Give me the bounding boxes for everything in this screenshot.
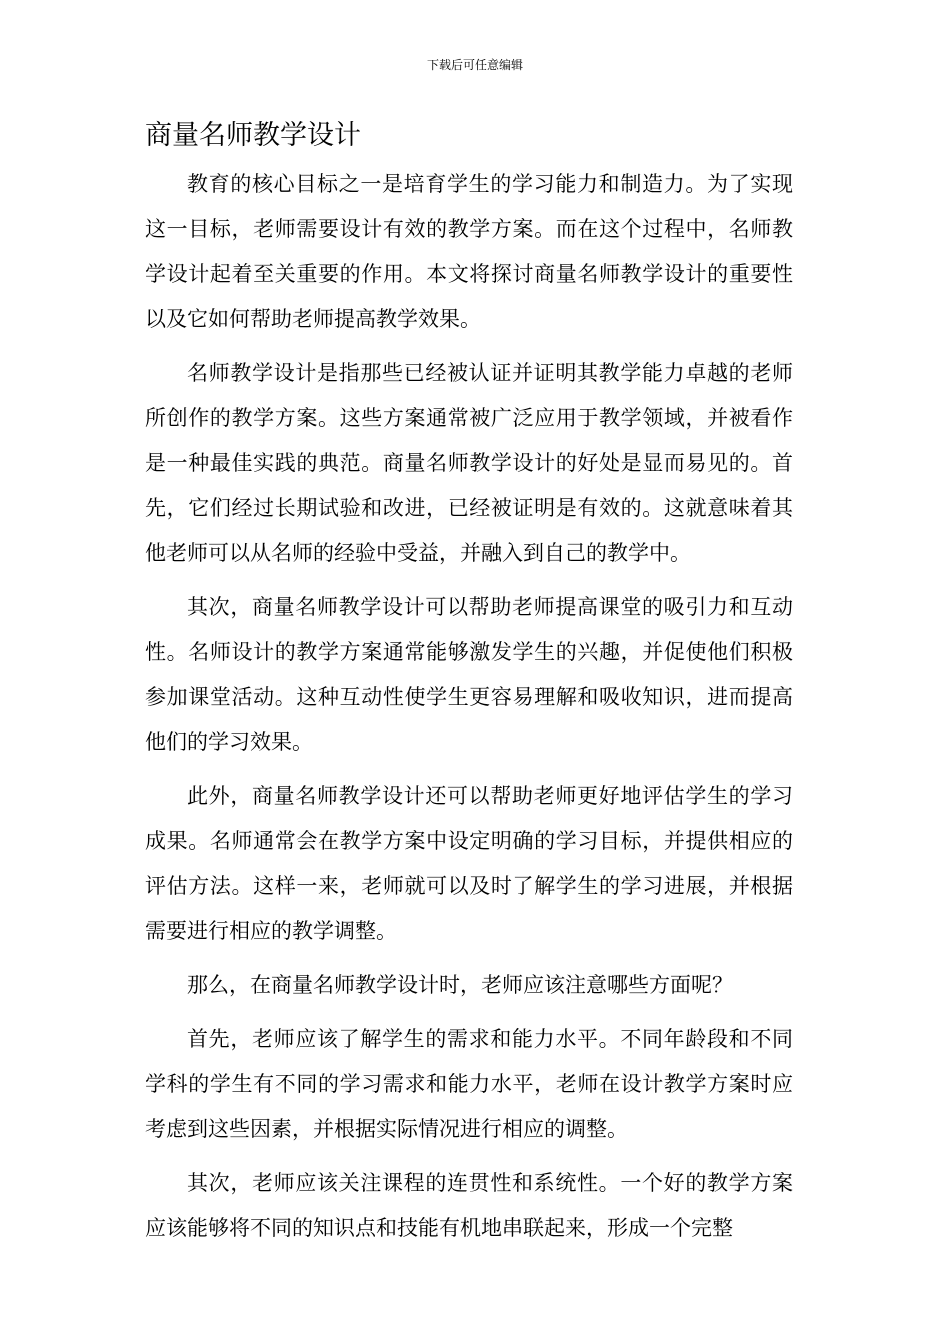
paragraph-4: 此外，商量名师教学设计还可以帮助老师更好地评估学生的学习成果。名师通常会在教学方案中设定明确的学习目标，并提供相应的评估方法。这样一来，老师就可以及时了解学生的学习进展，并根据需要进行相应的教学调整。 (145, 784, 793, 943)
document-title: 商量名师教学设计 (145, 120, 361, 151)
paragraph-3: 其次，商量名师教学设计可以帮助老师提高课堂的吸引力和互动性。名师设计的教学方案通常能够激发学生的兴趣，并促使他们积极参加课堂活动。这种互动性使学生更容易理解和吸收知识，进而提高他们的学习效果。 (145, 595, 793, 754)
paragraph-7: 其次，老师应该关注课程的连贯性和系统性。一个好的教学方案应该能够将不同的知识点和技能有机地串联起来，形成一个完整 (145, 1171, 793, 1240)
document-body (145, 162, 793, 1260)
paragraph-5: 那么，在商量名师教学设计时，老师应该注意哪些方面呢？ (187, 973, 733, 997)
paragraph-2: 名师教学设计是指那些已经被认证并证明其教学能力卓越的老师所创作的教学方案。这些方案通常被广泛应用于教学领域，并被看作是一种最佳实践的典范。商量名师教学设计的好处是显而易见的。首先，它们经过长期试验和改进，已经被证明是有效的。这就意味着其他老师可以从名师的经验中受益，并融入到自己的教学中。 (145, 361, 793, 565)
paragraph-6: 首先，老师应该了解学生的需求和能力水平。不同年龄段和不同学科的学生有不同的学习需求和能力水平，老师在设计教学方案时应考虑到这些因素，并根据实际情况进行相应的调整。 (145, 1027, 793, 1141)
paragraph-1: 教育的核心目标之一是培育学生的学习能力和制造力。为了实现这一目标，老师需要设计有效的教学方案。而在这个过程中，名师教学设计起着至关重要的作用。本文将探讨商量名师教学设计的重要性以及它如何帮助老师提高教学效果。 (145, 172, 793, 331)
running-header: 下载后可任意编辑 (426, 58, 523, 72)
